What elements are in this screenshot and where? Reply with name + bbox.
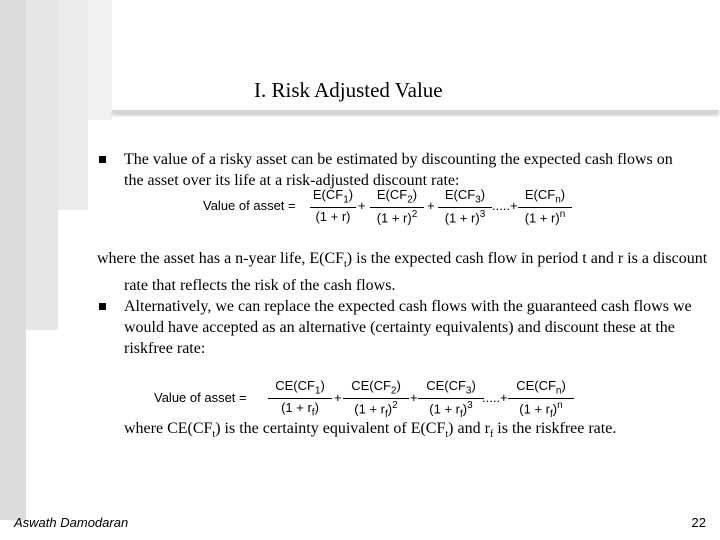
slide-title: I. Risk Adjusted Value	[254, 78, 443, 102]
fraction-term-3: $\frac{E(CF_3)}{(1 + r)^3}$	[438, 187, 492, 225]
plus-sign: +	[410, 390, 418, 405]
paragraph-certainty-equivalents: Alternatively, we can replace the expected cash flows with the guaranteed cash flows we would have accepted as an alternative (certainty equivalents) and discount these at the riskfree rate:	[124, 298, 692, 357]
paragraph-risk-adjusted: The value of a risky asset can be estimated by discounting the expected cash flows on the asset over its life at a risk-adjusted discount rate:	[124, 151, 673, 189]
paragraph-where-ce: where $CE(CF_t)$ is the certainty equivalent of $E(CF_t)$ and $r_f$ is the riskfree rate.	[124, 420, 617, 441]
bullet-marker	[99, 156, 106, 163]
decor-bar-4	[88, 0, 112, 120]
equation-label: Value of asset =	[203, 198, 296, 213]
decor-bar-1	[0, 0, 26, 520]
fraction-term-n: $E(CF_n)$ $(1 + r)^n$	[518, 187, 572, 225]
fraction-term-3: $\frac{CE(CF_3)}{(1 + r_f)^3}$	[418, 378, 484, 420]
ellipsis-plus: .....+	[482, 390, 508, 405]
footer-author: Aswath Damodaran	[14, 515, 129, 530]
plus-sign: +	[358, 198, 366, 213]
ellipsis-plus: .....+	[492, 198, 518, 213]
bullet-marker	[99, 303, 106, 310]
plus-sign: +	[427, 198, 435, 213]
decor-bar-2	[26, 0, 58, 330]
paragraph-where-n-year: where the asset has a n-year life, $E(CF_t)$ is the expected cash flow in period t and r is a discount rate that reflects the risk of the cash flows.	[97, 250, 708, 295]
fraction-term-1: $\frac{CE(CF_1)}{(1 + r_f)}$	[268, 378, 332, 418]
fraction-term-n: $CE(CF_n)$ $(1 + r_f)^n$	[508, 378, 574, 420]
fraction-term-1: $\frac{E(CF_1)}{(1 + r)}$	[310, 187, 356, 224]
decor-bar-3	[58, 0, 88, 210]
page-number: 22	[691, 515, 706, 530]
title-divider	[112, 110, 719, 113]
fraction-term-2: $\frac{CE(CF_2)}{(1 + r_f)^2}$	[343, 378, 409, 420]
plus-sign: +	[334, 390, 342, 405]
fraction-term-2: $\frac{E(CF_2)}{(1 + r)^2}$	[370, 187, 424, 225]
equation-label: Value of asset =	[154, 390, 247, 405]
